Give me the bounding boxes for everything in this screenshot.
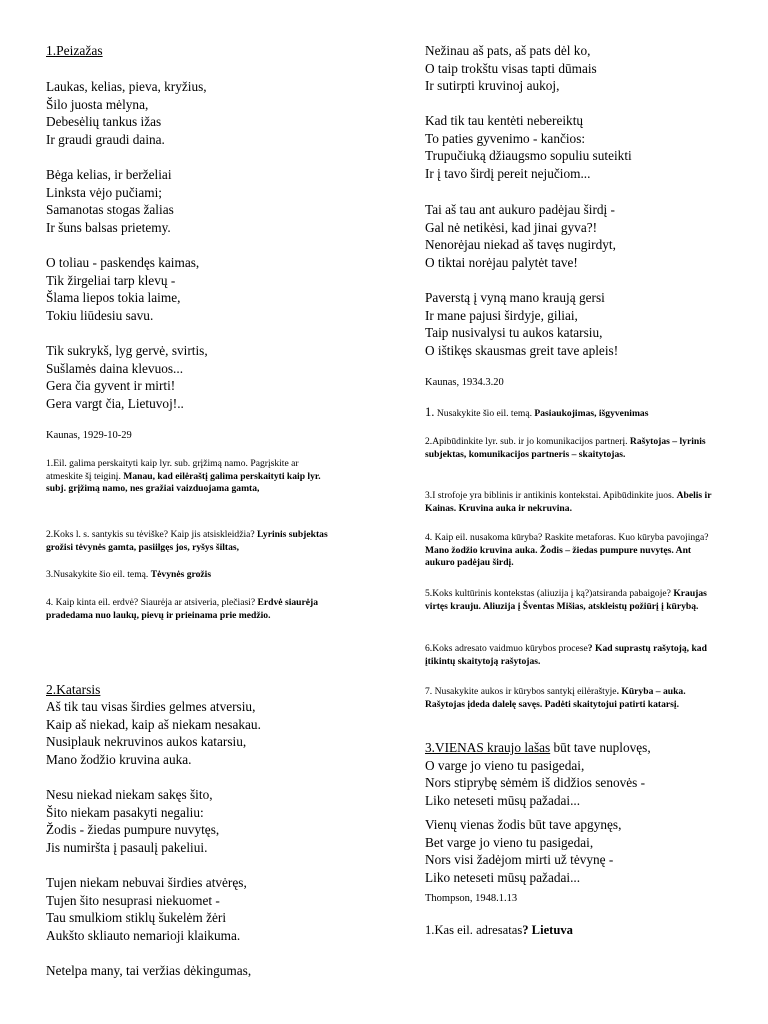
question-text: 2.Apibūdinkite lyr. sub. ir jo komunikacijos partnerį. — [425, 436, 628, 447]
poem3-stanza-1 — [425, 739, 651, 809]
question-r2 — [425, 436, 715, 461]
verse-line: Nenorėjau niekad aš tavęs nugirdyt, — [425, 237, 616, 253]
verse-line: Tujen niekam nebuvai širdies atvėręs, — [46, 875, 247, 890]
verse-line: O tiktai norėjau palytėt tave! — [425, 254, 578, 270]
verse-line: O ištikęs skausmas greit tave apleis! — [425, 342, 619, 358]
verse-line: Tujen šito nesuprasi niekuomet - — [46, 892, 220, 908]
verse-line: Bėga kelias, ir berželiai — [46, 167, 172, 182]
verse-line: Sušlamės daina klevuos... — [46, 360, 184, 376]
question-text: 4. Kaip eil. nusakoma kūryba? Raskite metaforas. Kuo kūryba pavojinga? — [425, 532, 709, 543]
verse-line: Jis numiršta į pasaulį pakeliui. — [46, 839, 208, 855]
verse-line: Kaip aš niekad, kaip aš niekam nesakau. — [46, 716, 261, 732]
verse-line: Nusiplauk nekruvinos aukos katarsiu, — [46, 734, 247, 750]
verse-line: Bet varge jo vieno tu pasigedai, — [425, 834, 594, 850]
verse-line: Tik sukrykš, lyg gervė, svirtis, — [46, 343, 208, 358]
poem1-title: 1.Peizažas — [46, 43, 103, 58]
verse-line: Ir sutirpti kruvinoj aukoj, — [425, 78, 560, 94]
question-r4 — [425, 532, 715, 570]
poem3-first-line — [425, 739, 651, 757]
verse-line: O toliau - paskendęs kaimas, — [46, 255, 200, 270]
verse-line: Nors visi žadėjom mirti už tėvynę - — [425, 852, 614, 868]
poem3-stanza-2 — [425, 816, 621, 886]
verse-line: Kad tik tau kentėti nebereiktų — [425, 113, 584, 128]
verse-line: To paties gyvenimo - kančios: — [425, 130, 586, 146]
poem2-stanza-3 — [46, 874, 247, 944]
question-text: 3.I strofoje yra biblinis ir antikinis kontekstai. Apibūdinkite juos. — [425, 490, 675, 501]
question-r1 — [425, 406, 725, 421]
question-text: 5.Koks kultūrinis kontekstas (aliuzija į ką?)atsiranda pabaigoje? — [425, 588, 671, 599]
verse-line: Taip nusivalysi tu aukos katarsiu, — [425, 325, 603, 341]
question-number: 1. — [425, 405, 435, 419]
question-1 — [46, 458, 336, 496]
question-3 — [46, 569, 336, 582]
verse-line: Ir mane pajusi širdyje, giliai, — [425, 307, 578, 323]
verse-line: Ir šuns balsas prietemy. — [46, 219, 171, 235]
poem2-stanza-2 — [46, 786, 219, 856]
verse-line: O taip trokštu visas tapti dūmais — [425, 60, 597, 76]
poem3-title-rest: būt tave nuplovęs, — [550, 740, 651, 755]
verse-line: Ir graudi graudi daina. — [46, 131, 165, 147]
verse-line: Liko neteseti mūsų pažadai... — [425, 792, 581, 808]
question-text: 4. Kaip kinta eil. erdvė? Siaurėja ar atsiveria, plečiasi? — [46, 597, 256, 608]
verse-line: Tik žirgeliai tarp klevų - — [46, 272, 176, 288]
verse-line: Tokiu liūdesiu savu. — [46, 307, 154, 323]
poem2-stanza-7 — [425, 201, 616, 271]
answer-text: Tėvynės grožis — [150, 569, 212, 580]
answer-text: Abelis ir Kainas. Kruvina auka ir nekruvina. — [425, 490, 712, 514]
verse-line: Gal nė netikėsi, kad jinai gyva?! — [425, 219, 598, 235]
answer-text: Lyrinis subjektas grožisi tėvynės gamta, pasiilgęs jos, ryšys šiltas, — [46, 529, 328, 553]
poem1-date: Kaunas, 1929-10-29 — [46, 430, 132, 441]
poem1-stanza-4 — [46, 342, 208, 412]
question-text: Nusakykite šio eil. temą. — [434, 408, 532, 419]
verse-line: Gera čia gyvent ir mirti! — [46, 378, 176, 394]
verse-line: Šlama liepos tokia laime, — [46, 290, 181, 306]
verse-line: Laukas, kelias, pieva, kryžius, — [46, 79, 207, 94]
verse-line: Samanotas stogas žalias — [46, 202, 174, 218]
verse-line: Nesu niekad niekam sakęs šito, — [46, 787, 213, 802]
poem3-title: 3.VIENAS kraujo lašas — [425, 740, 551, 755]
verse-line: Šilo juosta mėlyna, — [46, 96, 149, 112]
question-r3 — [425, 490, 713, 515]
verse-line: Vienų vienas žodis būt tave apgynęs, — [425, 817, 622, 832]
verse-line: Trupučiuką džiaugsmo sopuliu suteikti — [425, 148, 632, 164]
question-text: 6.Koks adresato vaidmuo kūrybos procese — [425, 643, 588, 654]
verse-line: Netelpa many, tai veržias dėkingumas, — [46, 963, 252, 978]
question-text: 1.Kas eil. adresatas — [425, 923, 523, 937]
answer-text: Pasiaukojimas, išgyvenimas — [534, 408, 649, 419]
poem2-stanza-4 — [46, 962, 251, 980]
poem1-stanza-1 — [46, 78, 207, 148]
question-text: 7. Nusakykite aukos ir kūrybos santykį eilėraštyje — [425, 686, 617, 697]
question-text: 2.Koks l. s. santykis su tėviške? Kaip jis atsiskleidžia? — [46, 529, 255, 540]
answer-text: Rašytojas – lyrinis subjektas, komunikacijos partneris – skaitytojas. — [425, 436, 706, 460]
answer-text: . Kūryba – auka. Rašytojas įdeda dalelę savęs. Padėti skaitytojui patirti katarsį. — [425, 686, 686, 710]
answer-text: ? Kad suprastų rašytoją, kad įtikintų skaitytoją rašytojas. — [425, 643, 707, 667]
verse-line: Šito niekam pasakyti negaliu: — [46, 804, 204, 820]
verse-line: O varge jo vieno tu pasigedai, — [425, 757, 585, 773]
poem2-stanza-1 — [46, 698, 261, 768]
question-r6 — [425, 643, 715, 668]
verse-line: Aukšto skliauto nemarioji klaikuma. — [46, 927, 241, 943]
verse-line: Tau smulkiom stiklų šukelėm žėri — [46, 910, 227, 926]
poem2-stanza-8 — [425, 289, 618, 359]
poem2-stanza-6 — [425, 112, 632, 182]
verse-line: Tai aš tau ant aukuro padėjau širdį - — [425, 202, 615, 217]
poem2-date: Kaunas, 1934.3.20 — [425, 377, 504, 388]
verse-line: Liko neteseti mūsų pažadai... — [425, 869, 581, 885]
answer-text: Mano žodžio kruvina auka. Žodis – žiedas pumpure nuvytęs. Ant aukuro padėjau širdį. — [425, 544, 692, 569]
question-2 — [46, 529, 336, 554]
answer-text: Erdvė siaurėja pradedama nuo laukų, pievų ir prieinama prie medžio. — [46, 597, 319, 621]
question-r5 — [425, 588, 715, 613]
poem1-stanza-3 — [46, 254, 199, 324]
answer-text: Manau, kad eilėraštį galima perskaityti kaip lyr. subj. grįžimą namo, nes gražiai vaizduojama gamta, — [46, 470, 321, 495]
poem2-stanza-5 — [425, 42, 597, 95]
answer-text: ? Lietuva — [522, 923, 573, 937]
poem3-date: Thompson, 1948.1.13 — [425, 893, 518, 904]
verse-line: Nors stiprybę sėmėm iš didžios senovės - — [425, 775, 646, 791]
verse-line: Nežinau aš pats, aš pats dėl ko, — [425, 43, 591, 58]
verse-line: Žodis - žiedas pumpure nuvytęs, — [46, 822, 220, 838]
question-r7 — [425, 686, 717, 711]
question-poem3 — [425, 923, 573, 938]
verse-line: Mano žodžio kruvina auka. — [46, 751, 192, 767]
question-text: 1.Eil. galima perskaityti kaip lyr. sub. grįžimą namo. Pagrįskite ar atmeskite šį teiginį. — [46, 458, 299, 482]
verse-line: Paverstą į vyną mano kraują gersi — [425, 290, 605, 305]
question-4 — [46, 597, 336, 622]
verse-line: Aš tik tau visas širdies gelmes atversiu, — [46, 699, 256, 714]
verse-line: Debesėlių tankus ižas — [46, 114, 162, 130]
answer-text: Kraujas virtęs krauju. Aliuzija į Šventas Mišias, atskleistų požiūrį į kūrybą. — [425, 588, 707, 612]
verse-line: Linksta vėjo pučiami; — [46, 184, 162, 200]
poem2-title: 2.Katarsis — [46, 682, 101, 697]
verse-line: Ir į tavo širdį pereit nejučiom... — [425, 165, 591, 181]
verse-line: Gera vargt čia, Lietuvoj!.. — [46, 395, 184, 411]
question-text: 3.Nusakykite šio eil. temą. — [46, 569, 149, 580]
poem1-stanza-2 — [46, 166, 174, 236]
